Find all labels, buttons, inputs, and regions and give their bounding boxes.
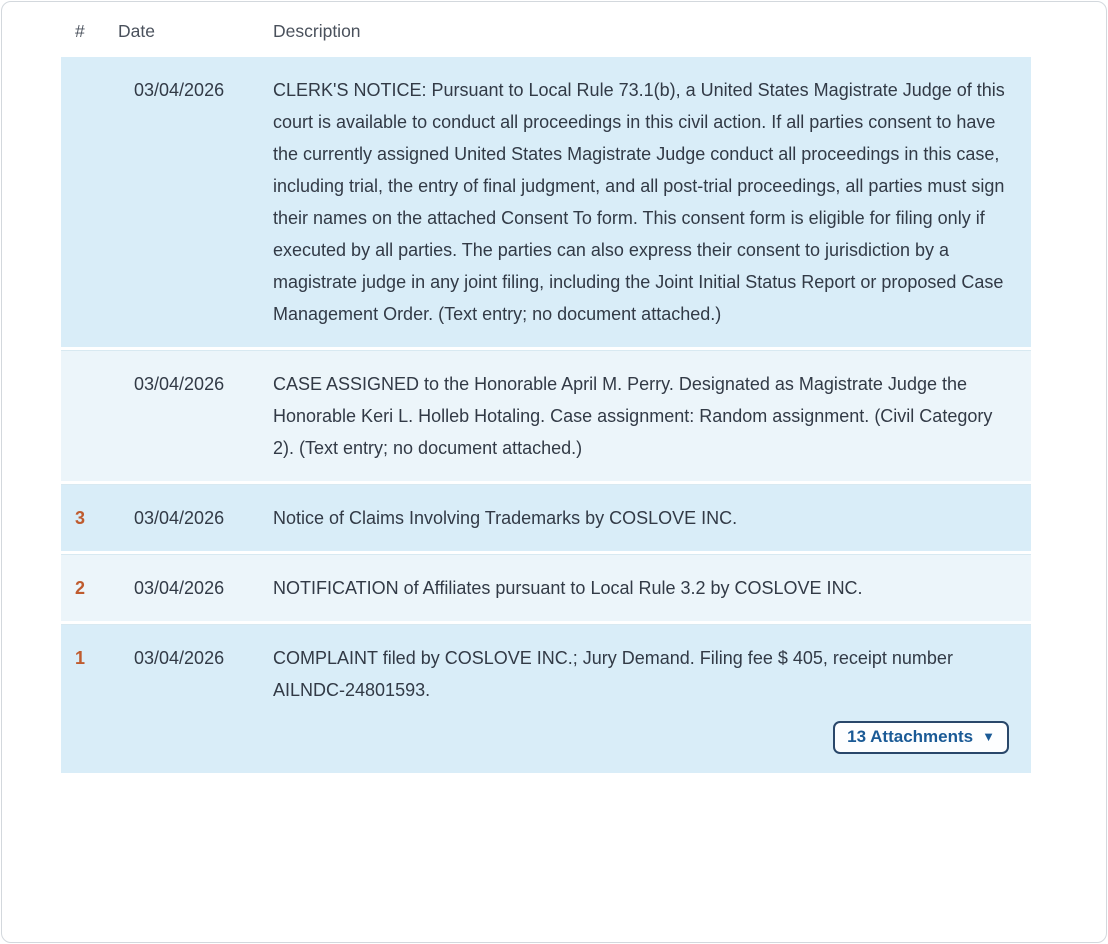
docket-entry-row <box>61 484 1031 551</box>
docket-entry-description: NOTIFICATION of Affiliates pursuant to Local Rule 3.2 by COSLOVE INC. <box>273 578 863 598</box>
attachments-toggle-button[interactable] <box>833 721 1009 754</box>
docket-entry-row <box>61 624 1031 773</box>
docket-panel <box>1 1 1107 943</box>
column-header-date: Date <box>118 21 155 41</box>
attachments-button-row <box>273 720 1009 754</box>
docket-table-header <box>61 2 1031 57</box>
column-header-number: # <box>75 21 85 41</box>
docket-table-body <box>61 57 1031 773</box>
docket-entry-date: 03/04/2026 <box>134 80 225 100</box>
docket-entry-description-text: COMPLAINT filed by COSLOVE INC.; Jury Demand. Filing fee $ 405, receipt number AILNDC-24801593. <box>273 648 953 700</box>
docket-entry-number <box>61 57 118 347</box>
docket-entry-number: 2 <box>75 578 86 598</box>
docket-entry-description: CASE ASSIGNED to the Honorable April M. Perry. Designated as Magistrate Judge the Honorable Keri L. Holleb Hotaling. Case assignment: Random assignment. (Civil Category 2). (Text entry; no document attached.) <box>273 374 993 458</box>
docket-entry-row <box>61 554 1031 621</box>
docket-entry-row <box>61 350 1031 481</box>
column-header-description: Description <box>273 21 361 41</box>
docket-entry-date: 03/04/2026 <box>134 578 225 598</box>
chevron-down-icon: ▼ <box>982 729 995 744</box>
docket-entry-number <box>61 351 118 481</box>
attachments-button-label: 13 Attachments <box>847 727 974 746</box>
docket-entry-row <box>61 57 1031 347</box>
docket-table <box>61 2 1031 773</box>
docket-entry-description: Notice of Claims Involving Trademarks by COSLOVE INC. <box>273 508 738 528</box>
docket-entry-number: 1 <box>75 648 86 668</box>
docket-entry-date: 03/04/2026 <box>134 648 225 668</box>
docket-entry-description <box>273 625 1031 773</box>
docket-entry-date: 03/04/2026 <box>134 508 225 528</box>
docket-entry-date: 03/04/2026 <box>134 374 225 394</box>
docket-entry-description: CLERK'S NOTICE: Pursuant to Local Rule 73.1(b), a United States Magistrate Judge of this court is available to conduct all proceedings in this civil action. If all parties consent to have the currently assigned United States Magistrate Judge conduct all proceedings in this case, including trial, the entry of final judgment, and all post-trial proceedings, all parties must sign their names on the attached Consent To form. This consent form is eligible for filing only if executed by all parties. The parties can also express their consent to jurisdiction by a magistrate judge in any joint filing, including the Joint Initial Status Report or proposed Case Management Order. (Text entry; no document attached.) <box>273 80 1005 324</box>
docket-entry-number: 3 <box>75 508 86 528</box>
